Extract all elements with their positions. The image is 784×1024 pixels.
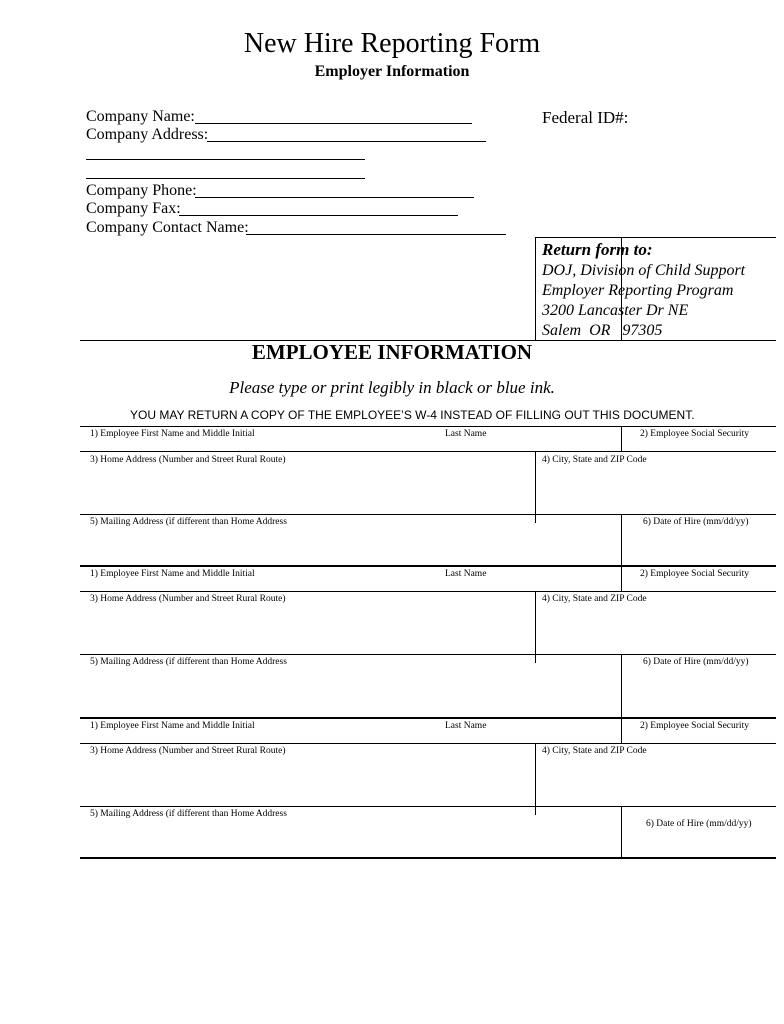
row-line — [80, 743, 776, 744]
ssn-divider — [621, 566, 622, 591]
row-line — [80, 591, 776, 592]
first-name-label: 1) Employee First Name and Middle Initial — [90, 569, 255, 579]
company-address-label: Company Address: — [86, 126, 209, 143]
return-box-top — [535, 237, 776, 238]
mailing-address-label: 5) Mailing Address (if different than Home Address — [90, 657, 287, 667]
employee-section-title: EMPLOYEE INFORMATION — [251, 340, 533, 364]
mailing-address-label: 5) Mailing Address (if different than Home Address — [90, 517, 287, 527]
company-contact-label: Company Contact Name: — [86, 219, 249, 236]
city-divider — [535, 743, 536, 815]
row-line — [80, 806, 776, 807]
first-name-label: 1) Employee First Name and Middle Initial — [90, 429, 255, 439]
row-line — [80, 451, 776, 452]
hire-divider — [621, 806, 622, 857]
w4-note: YOU MAY RETURN A COPY OF THE EMPLOYEE’S W-4 INSTEAD OF FILLING OUT THIS DOCUMENT. — [130, 408, 695, 422]
home-address-label: 3) Home Address (Number and Street Rural Route) — [90, 455, 286, 465]
ssn-label: 2) Employee Social Security — [640, 569, 749, 579]
company-address-line-2[interactable] — [86, 159, 365, 160]
company-phone-field[interactable] — [195, 197, 474, 198]
date-of-hire-label: 6) Date of Hire (mm/dd/yy) — [643, 657, 749, 667]
first-name-label: 1) Employee First Name and Middle Initial — [90, 721, 255, 731]
block-1-top — [80, 426, 776, 427]
company-fax-field[interactable] — [179, 215, 458, 216]
company-name-field[interactable] — [195, 123, 472, 124]
block-2-bottom — [80, 717, 776, 719]
form-subtitle: Employer Information — [314, 63, 470, 80]
hire-divider — [621, 654, 622, 717]
ink-instruction: Please type or print legibly in black or blue ink. — [229, 378, 555, 397]
last-name-label: Last Name — [445, 721, 487, 731]
block-3-bottom — [80, 857, 776, 859]
home-address-label: 3) Home Address (Number and Street Rural Route) — [90, 594, 286, 604]
block-1-bottom — [80, 565, 776, 567]
company-phone-label: Company Phone: — [86, 182, 197, 199]
date-of-hire-label: 6) Date of Hire (mm/dd/yy) — [643, 517, 749, 527]
ssn-divider — [621, 426, 622, 451]
city-state-zip-label: 4) City, State and ZIP Code — [542, 746, 647, 756]
return-line: 3200 Lancaster Dr NE — [542, 302, 689, 319]
ssn-divider — [621, 718, 622, 743]
company-address-field[interactable] — [207, 141, 486, 142]
return-box-left — [535, 237, 536, 340]
city-state-zip-label: 4) City, State and ZIP Code — [542, 455, 647, 465]
federal-id-label: Federal ID#: — [542, 108, 629, 127]
mailing-address-label: 5) Mailing Address (if different than Home Address — [90, 809, 287, 819]
row-line — [80, 514, 776, 515]
return-line: DOJ, Division of Child Support — [542, 262, 746, 279]
company-address-line-3[interactable] — [86, 178, 365, 179]
city-divider — [535, 591, 536, 663]
home-address-label: 3) Home Address (Number and Street Rural Route) — [90, 746, 286, 756]
last-name-label: Last Name — [445, 429, 487, 439]
company-name-label: Company Name: — [86, 108, 195, 125]
last-name-label: Last Name — [445, 569, 487, 579]
city-divider — [535, 451, 536, 523]
date-of-hire-label: 6) Date of Hire (mm/dd/yy) — [646, 819, 752, 829]
city-state-zip-label: 4) City, State and ZIP Code — [542, 594, 647, 604]
company-contact-field[interactable] — [246, 234, 506, 235]
return-line: Employer Reporting Program — [542, 282, 734, 299]
company-fax-label: Company Fax: — [86, 200, 181, 217]
return-heading: Return form to: — [542, 240, 653, 259]
ssn-label: 2) Employee Social Security — [640, 429, 749, 439]
hire-divider — [621, 514, 622, 565]
ssn-label: 2) Employee Social Security — [640, 721, 749, 731]
row-line — [80, 654, 776, 655]
form-title: New Hire Reporting Form — [243, 28, 541, 59]
return-line: Salem OR 97305 — [542, 322, 663, 339]
